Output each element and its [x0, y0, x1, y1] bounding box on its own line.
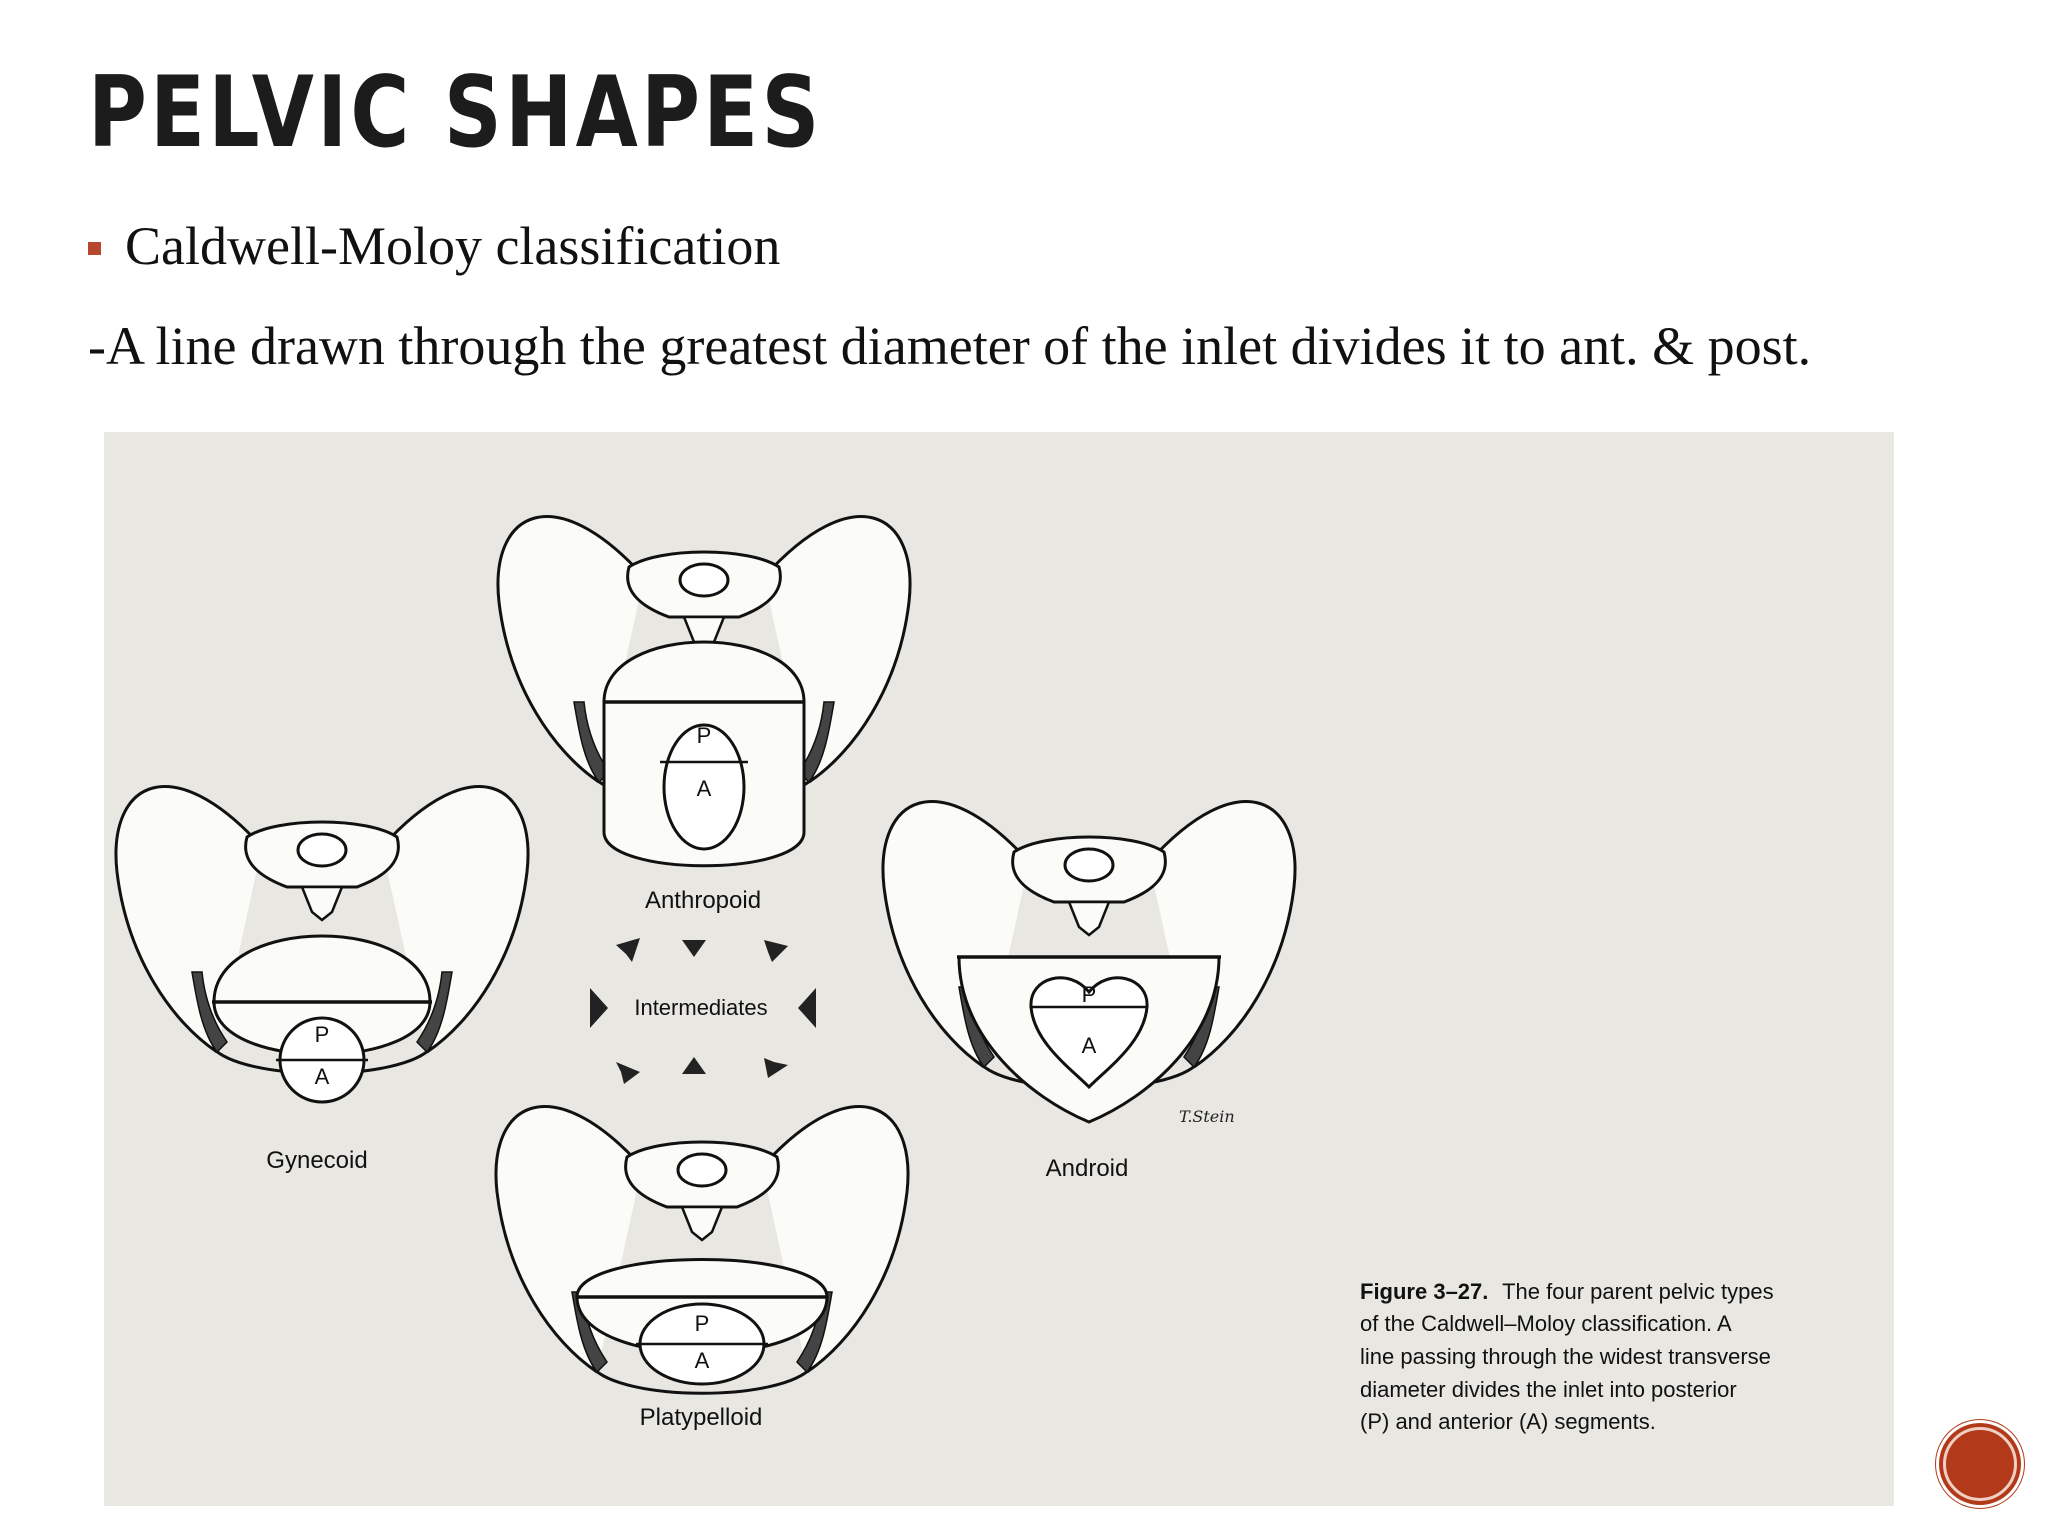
- platypelloid-anterior-label: A: [694, 1348, 710, 1373]
- gynecoid-pelvis: [116, 787, 528, 1102]
- figure-illustration: [104, 432, 1894, 1506]
- arrow-icon: [590, 988, 608, 1028]
- arrow-icon: [682, 1057, 706, 1074]
- arrow-icon: [764, 940, 788, 962]
- android-anterior-label: A: [1081, 1033, 1097, 1058]
- figure-caption: [1360, 1279, 1774, 1434]
- arrow-icon: [798, 988, 816, 1028]
- gynecoid-anterior-label: A: [314, 1064, 330, 1089]
- svg-text:Figure 3–27. The four: [1360, 1279, 1774, 1304]
- arrow-icon: [764, 1058, 788, 1078]
- bullet-marker-icon: [88, 242, 101, 255]
- arrow-icon: [616, 1062, 640, 1084]
- anthropoid-label: Anthropoid: [644, 887, 762, 914]
- next-slide-button[interactable]: [1936, 1420, 2024, 1508]
- anthropoid-posterior-label: P: [696, 723, 712, 748]
- caption-line: (P) and anterior (A) segments.: [1360, 1409, 1656, 1434]
- intermediates-label: Intermediates: [634, 995, 768, 1020]
- pelvic-types-figure: [104, 432, 1894, 1506]
- anthropoid-pelvis: [498, 517, 910, 866]
- android-pelvis: [883, 802, 1295, 1122]
- gynecoid-posterior-label: P: [314, 1022, 330, 1047]
- platypelloid-label: Platypelloid: [639, 1404, 763, 1431]
- android-posterior-label: P: [1081, 982, 1097, 1007]
- caption-line: The four parent pelvic types: [1502, 1279, 1774, 1304]
- platypelloid-posterior-label: P: [694, 1311, 710, 1336]
- artist-signature: T.Stein: [1179, 1107, 1235, 1126]
- arrow-icon: [682, 940, 706, 957]
- caption-figure-number: Figure 3–27.: [1360, 1279, 1489, 1304]
- caption-line: line passing through the widest transverse: [1360, 1344, 1771, 1369]
- bullet-text: Caldwell-Moloy classification: [125, 216, 781, 276]
- caption-line: of the Caldwell–Moloy classification. A: [1360, 1311, 1732, 1336]
- circle-icon: [1943, 1427, 2017, 1501]
- bullet-item: [88, 214, 780, 278]
- android-label: Android: [1045, 1155, 1129, 1182]
- anthropoid-anterior-label: A: [696, 776, 712, 801]
- slide-title: PELVIC SHAPES: [88, 56, 823, 170]
- arrow-icon: [616, 938, 640, 962]
- caption-line: diameter divides the inlet into posterior: [1360, 1377, 1737, 1402]
- gynecoid-label: Gynecoid: [266, 1147, 368, 1174]
- description-text: -A line drawn through the greatest diameter of the inlet divides it to ant. & post.: [88, 316, 1812, 376]
